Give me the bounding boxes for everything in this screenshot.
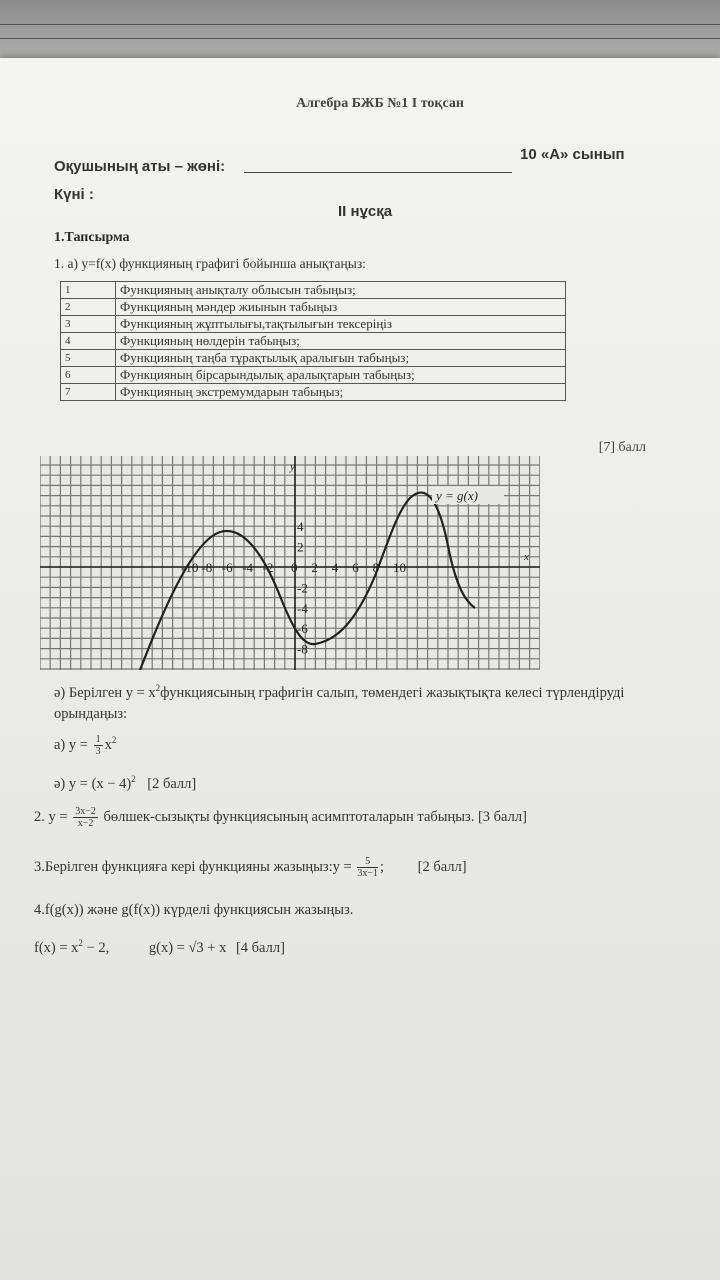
- task3-text: 3.Берілген функцияға кері функцияны жазыңыз:y =: [34, 858, 352, 875]
- task3-points: [2 балл]: [417, 858, 467, 875]
- sub-a-fraction: [94, 734, 103, 757]
- task2-text: бөлшек-сызықты функциясының асимптоталарын табыңыз. [3 балл]: [103, 808, 527, 825]
- row-text: Функцияның жұптылығы,тақтылығын тексеріңіз: [116, 316, 566, 333]
- class-label: 10 «А» сынып: [520, 146, 625, 163]
- row-number: 1: [61, 282, 116, 299]
- task3-den: 3x−1: [357, 868, 378, 879]
- curve-label: y = g(x): [436, 488, 478, 503]
- sub-a-tail: x: [104, 736, 112, 753]
- sub-a-prefix: а) y =: [54, 736, 88, 753]
- x-tick-label: -4: [242, 560, 254, 575]
- task2: [34, 806, 527, 829]
- row-text: Функцияның экстремумдарын табыңыз;: [116, 384, 566, 401]
- row-number: 3: [61, 316, 116, 333]
- part-b-sup: 2: [155, 683, 161, 693]
- task4: [34, 902, 353, 919]
- task2-den: x−2: [77, 818, 94, 829]
- sub-a-sup: 2: [111, 735, 117, 745]
- student-name-line: [244, 170, 512, 173]
- row-number: 2: [61, 299, 116, 316]
- task3-fraction: [357, 856, 378, 879]
- x-tick-label: 10: [393, 560, 406, 575]
- y-tick-label: 2: [297, 539, 304, 555]
- x-tick-label: 0: [291, 560, 298, 575]
- task4-points: [4 балл]: [235, 939, 285, 956]
- y-tick-label: -4: [297, 600, 308, 616]
- sub-b-points: [2 балл]: [147, 775, 197, 792]
- y-tick-label: -2: [297, 580, 308, 596]
- f-sup: 2: [78, 938, 83, 948]
- task2-num: 3x−2: [75, 806, 96, 817]
- y-tick-label: -6: [297, 621, 308, 637]
- table-row: [61, 350, 566, 367]
- task1-points: [7] балл: [598, 440, 646, 455]
- student-name-label: Оқушының аты – жөні:: [54, 158, 226, 175]
- row-text: Функцияның нөлдерін табыңыз;: [116, 333, 566, 350]
- variant-label: ІІ нұсқа: [338, 203, 393, 220]
- row-text: Функцияның мәндер жиынын табыңыз: [116, 299, 566, 316]
- task-table: [60, 281, 566, 401]
- task3: [34, 856, 467, 879]
- task2-fraction: [73, 806, 98, 829]
- task4-functions: [34, 938, 285, 957]
- row-number: 7: [61, 384, 116, 401]
- x-tick-label: -6: [221, 560, 233, 575]
- row-number: 5: [61, 350, 116, 367]
- row-number: 4: [61, 333, 116, 350]
- sub-a-num: 1: [95, 734, 101, 745]
- f-def: f(x) = x: [34, 939, 79, 956]
- x-tick-label: -10: [181, 560, 199, 575]
- x-tick-label: -2: [262, 560, 274, 575]
- x-tick-label: 2: [311, 560, 318, 575]
- x-tick-label: -8: [201, 560, 213, 575]
- table-row: [61, 333, 566, 350]
- task3-tail: ;: [379, 858, 384, 875]
- part-b-text-1: ә) Берілген y = x: [54, 684, 156, 701]
- g-def: g(x) = √3 + x: [148, 939, 227, 956]
- page-title: Алгебра БЖБ №1 I тоқсан: [296, 96, 464, 111]
- table-row: [61, 367, 566, 384]
- row-text: Функцияның бірсарындылық аралықтарын табыңыз;: [116, 367, 566, 384]
- row-number: 6: [61, 367, 116, 384]
- task1-heading: 1.Тапсырма: [54, 230, 130, 245]
- table-row: [61, 384, 566, 401]
- x-tick-label: 4: [331, 560, 339, 575]
- y-tick-label: 4: [297, 519, 304, 535]
- sub-task-a: [54, 734, 116, 757]
- task4-text: 4.f(g(x)) және g(f(x)) күрделі функциясын жазыңыз.: [34, 902, 354, 918]
- y-tick-label: -8: [297, 641, 308, 657]
- sub-task-b: [54, 774, 196, 793]
- sub-a-den: 3: [95, 746, 101, 757]
- row-text: Функцияның таңба тұрақтылық аралығын табыңыз;: [116, 350, 566, 367]
- table-row: [61, 316, 566, 333]
- task3-num: 5: [357, 856, 378, 868]
- y-axis-label: y: [290, 461, 295, 473]
- part-b-text-2: функциясының графигін салып, төмендегі жазықтықта келесі түрлендіруді орындаңыз:: [54, 684, 625, 722]
- task1-subtitle: 1. а) y=f(x) функцияның графигі бойынша анықтаңыз:: [54, 256, 366, 271]
- x-tick-label: 6: [352, 560, 359, 575]
- f-tail: − 2,: [82, 939, 110, 956]
- row-text: Функцияның анықталу облысын табыңыз;: [116, 282, 566, 299]
- sub-b-expr: ә) y = (x − 4): [54, 775, 132, 792]
- x-tick-label: 8: [372, 560, 380, 575]
- table-row: [61, 299, 566, 316]
- day-label: Күні :: [54, 186, 94, 203]
- task2-prefix: 2. y =: [34, 808, 68, 825]
- function-graph: [40, 456, 540, 670]
- graph-svg: [40, 456, 540, 670]
- task1-part-b: [54, 678, 664, 725]
- sub-b-sup: 2: [131, 774, 136, 784]
- x-axis-label: x: [524, 551, 529, 563]
- table-row: [61, 282, 566, 299]
